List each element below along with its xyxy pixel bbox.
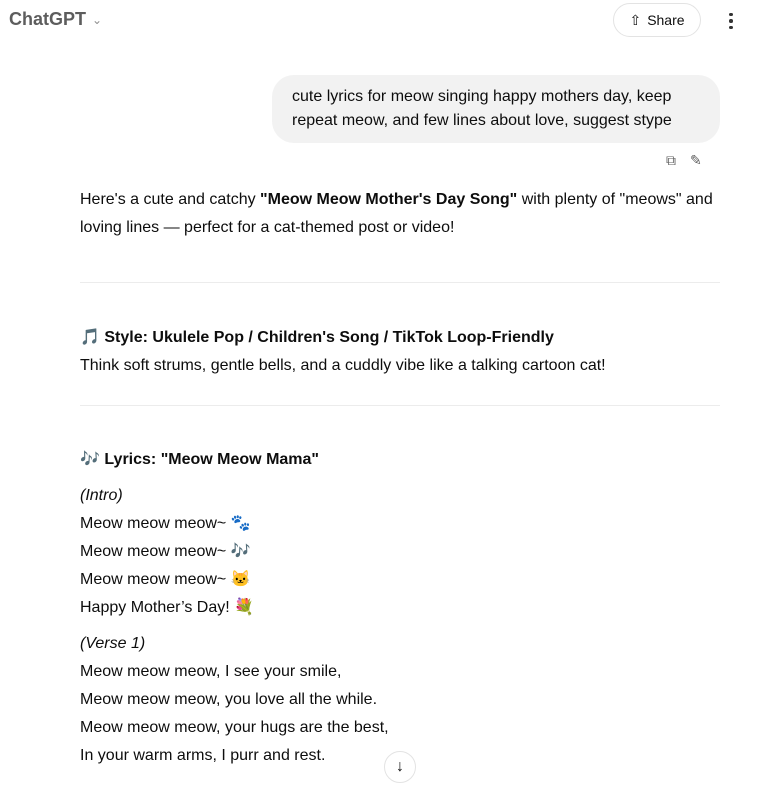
assistant-response (80, 186, 720, 770)
lyric-line: In your warm arms, I purr and rest. (80, 747, 326, 764)
copy-icon[interactable]: ⧉ (666, 152, 676, 168)
model-name: ChatGPT (9, 9, 87, 29)
top-bar (0, 0, 762, 42)
edit-icon[interactable]: ✎ (690, 152, 702, 168)
intro-label: (Intro) (80, 487, 123, 504)
share-button[interactable] (613, 3, 701, 37)
share-label: Share (647, 12, 685, 28)
intro-text: Here's a cute and catchy (80, 191, 261, 208)
scroll-down-button[interactable] (384, 751, 416, 783)
response-intro (80, 186, 720, 242)
style-heading-text: Style: Ukulele Pop / Children's Song / TikTok Loop-Friendly (104, 329, 554, 346)
lyrics-heading (80, 446, 720, 474)
song-title: "Meow Meow Mother's Day Song" (260, 191, 518, 208)
more-options-icon[interactable] (722, 8, 740, 34)
lyric-line: Meow meow meow, I see your smile, (80, 663, 342, 680)
intro-text-end: with plenty of "meows" and loving lines — perfect for a cat-themed post or video! (80, 191, 713, 236)
verse-label: (Verse 1) (80, 635, 146, 652)
model-selector[interactable] (9, 9, 102, 30)
music-notes-icon: 🎶 (80, 451, 100, 468)
arrow-down-icon: ↓ (396, 758, 404, 775)
lyric-line: Meow meow meow~ 🐱 (80, 571, 251, 588)
share-icon: ⇧ (629, 11, 642, 28)
user-message: cute lyrics for meow singing happy mothers day, keep repeat meow, and few lines about love, suggest stype (272, 75, 720, 143)
lyric-line: Meow meow meow~ 🎶 (80, 543, 251, 560)
message-actions (666, 152, 702, 169)
style-heading (80, 324, 720, 352)
chevron-down-icon: ⌄ (92, 12, 103, 27)
lyric-line: Meow meow meow, you love all the while. (80, 691, 378, 708)
music-note-icon: 🎵 (80, 329, 100, 346)
lyric-line: Meow meow meow~ 🐾 (80, 515, 251, 532)
lyric-line: Happy Mother’s Day! 💐 (80, 599, 255, 616)
lyric-line: Meow meow meow, your hugs are the best, (80, 719, 389, 736)
lyrics-heading-text: Lyrics: "Meow Meow Mama" (104, 451, 319, 468)
style-description: Think soft strums, gentle bells, and a cuddly vibe like a talking cartoon cat! (80, 357, 606, 374)
